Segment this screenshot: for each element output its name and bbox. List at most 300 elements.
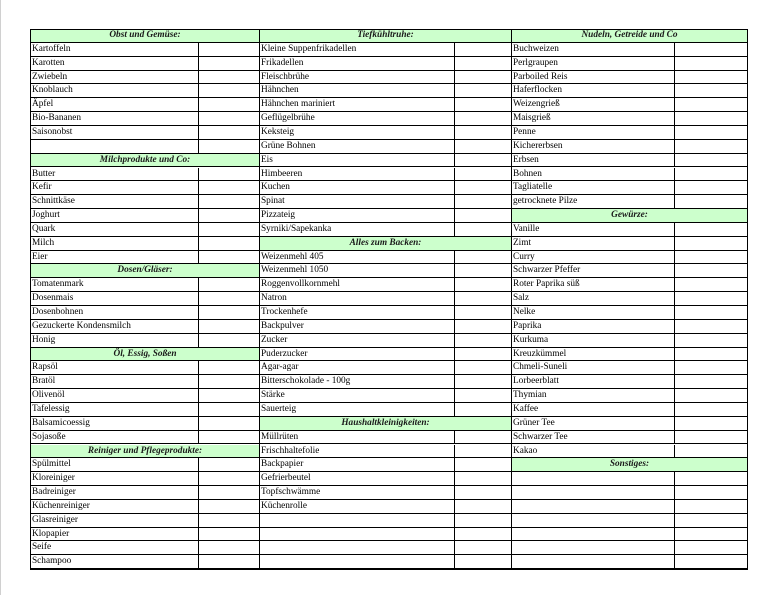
item-name: Salz xyxy=(513,293,530,304)
quantity-cell[interactable] xyxy=(674,375,748,388)
quantity-cell[interactable] xyxy=(674,389,748,402)
quantity-cell[interactable] xyxy=(674,348,748,361)
quantity-cell[interactable] xyxy=(674,541,748,554)
quantity-cell[interactable] xyxy=(454,181,512,194)
quantity-cell[interactable] xyxy=(674,43,748,56)
list-item xyxy=(259,168,512,182)
item-name: Kakao xyxy=(513,445,538,456)
list-item xyxy=(30,71,260,85)
quantity-cell[interactable] xyxy=(674,361,748,374)
item-name: Kefir xyxy=(32,182,52,193)
quantity-cell[interactable] xyxy=(454,154,512,167)
item-name: Fleischbrühe xyxy=(261,71,310,82)
list-item xyxy=(259,375,512,389)
item-name: Kurkuma xyxy=(513,334,549,345)
list-item xyxy=(30,361,260,375)
quantity-cell[interactable] xyxy=(198,528,260,541)
quantity-cell[interactable] xyxy=(674,486,748,499)
quantity-cell[interactable] xyxy=(454,84,512,97)
quantity-cell[interactable] xyxy=(674,514,748,527)
item-name: Karotten xyxy=(32,57,65,68)
list-item xyxy=(511,237,748,251)
item-name: Dosenbohnen xyxy=(32,307,84,317)
list-item xyxy=(30,98,260,112)
list-item xyxy=(511,264,748,278)
item-name: Hähnchen mariniert xyxy=(261,99,336,110)
item-name: Chmeli-Suneli xyxy=(513,362,568,373)
quantity-cell[interactable] xyxy=(454,278,512,291)
quantity-cell[interactable] xyxy=(454,403,512,416)
list-item xyxy=(259,140,512,154)
item-name: Trockenhefe xyxy=(261,307,308,317)
list-item xyxy=(30,181,260,195)
list-item xyxy=(259,306,512,320)
section-header: Gewürze: xyxy=(511,209,748,223)
quantity-cell[interactable] xyxy=(454,514,512,527)
quantity-cell[interactable] xyxy=(198,195,260,208)
quantity-cell[interactable] xyxy=(198,306,260,319)
list-item xyxy=(30,43,260,57)
quantity-cell[interactable] xyxy=(198,251,260,264)
item-name: Milch xyxy=(32,237,55,248)
list-item xyxy=(259,541,512,555)
list-item xyxy=(259,403,512,417)
list-item xyxy=(259,71,512,85)
quantity-cell[interactable] xyxy=(454,431,512,444)
list-item xyxy=(30,375,260,389)
item-name: Curry xyxy=(513,251,535,262)
quantity-cell[interactable] xyxy=(198,126,260,139)
list-item xyxy=(30,500,260,514)
section-header: Öl, Essig, Soßen xyxy=(30,348,260,362)
list-item xyxy=(259,98,512,112)
list-item xyxy=(30,195,260,209)
item-name: Backpapier xyxy=(261,459,304,470)
item-name: Agar-agar xyxy=(261,362,299,373)
list-item xyxy=(259,209,512,223)
quantity-cell[interactable] xyxy=(454,555,512,568)
quantity-cell[interactable] xyxy=(674,306,748,319)
list-item xyxy=(259,126,512,140)
item-name: Gefrierbeutel xyxy=(261,473,311,484)
list-item xyxy=(30,126,260,140)
item-name: Olivenöl xyxy=(32,390,65,401)
quantity-cell[interactable] xyxy=(198,57,260,70)
section-header: Reiniger und Pflegeprodukte: xyxy=(30,445,260,459)
item-name: getrocknete Pilze xyxy=(513,196,578,207)
item-name: Dosenmais xyxy=(32,293,74,304)
quantity-cell[interactable] xyxy=(674,320,748,333)
quantity-cell[interactable] xyxy=(674,472,748,485)
list-item xyxy=(511,71,748,85)
item-name: Kreuzkümmel xyxy=(513,348,567,359)
list-item xyxy=(30,223,260,237)
quantity-cell[interactable] xyxy=(198,403,260,416)
item-name: Penne xyxy=(513,126,536,137)
quantity-cell[interactable] xyxy=(198,555,260,568)
list-item xyxy=(30,458,260,472)
quantity-cell[interactable] xyxy=(674,264,748,277)
list-item xyxy=(511,486,748,500)
list-item xyxy=(511,223,748,237)
quantity-cell[interactable] xyxy=(454,43,512,56)
quantity-cell[interactable] xyxy=(198,375,260,388)
list-item xyxy=(259,278,512,292)
list-item xyxy=(511,500,748,514)
list-item xyxy=(259,472,512,486)
item-name: Tagliatelle xyxy=(513,182,553,193)
item-name: Grüne Bohnen xyxy=(261,140,316,151)
item-name: Schwarzer Pfeffer xyxy=(513,265,581,276)
quantity-cell[interactable] xyxy=(454,71,512,84)
quantity-cell[interactable] xyxy=(454,112,512,125)
item-name: Weizenmehl 405 xyxy=(261,251,324,262)
quantity-cell[interactable] xyxy=(454,528,512,541)
list-item xyxy=(511,140,748,154)
quantity-cell[interactable] xyxy=(198,361,260,374)
list-item xyxy=(259,514,512,528)
list-item xyxy=(30,472,260,486)
item-name: Badreiniger xyxy=(32,487,76,498)
list-item xyxy=(259,348,512,362)
item-name: Kichererbsen xyxy=(513,140,563,151)
item-name: Honig xyxy=(32,334,56,345)
list-item xyxy=(511,389,748,403)
list-item xyxy=(511,98,748,112)
list-item xyxy=(259,445,512,459)
item-name: Spinat xyxy=(261,196,285,207)
item-name: Kartoffeln xyxy=(32,43,71,54)
list-item xyxy=(30,278,260,292)
list-item xyxy=(511,528,748,542)
quantity-cell[interactable] xyxy=(454,223,512,236)
list-item xyxy=(30,306,260,320)
item-name: Sauerteig xyxy=(261,403,297,414)
quantity-cell[interactable] xyxy=(674,84,748,97)
section-header: Dosen/Gläser: xyxy=(30,264,260,278)
item-name: Vanille xyxy=(513,223,540,234)
quantity-cell[interactable] xyxy=(198,472,260,485)
item-name: Gezuckerte Kondensmilch xyxy=(32,320,131,331)
item-name: Eis xyxy=(261,154,273,165)
quantity-cell[interactable] xyxy=(454,389,512,402)
list-item xyxy=(511,514,748,528)
quantity-cell[interactable] xyxy=(674,445,748,458)
item-name: Stärke xyxy=(261,390,285,401)
quantity-cell[interactable] xyxy=(674,251,748,264)
list-item xyxy=(259,112,512,126)
list-item xyxy=(511,472,748,486)
quantity-cell[interactable] xyxy=(674,237,748,250)
section-header: Obst und Gemüse: xyxy=(30,29,260,43)
item-name: Müllrüten xyxy=(261,431,299,442)
quantity-cell[interactable] xyxy=(674,500,748,513)
item-name: Geflügelbrühe xyxy=(261,113,315,124)
quantity-cell[interactable] xyxy=(674,140,748,153)
quantity-cell[interactable] xyxy=(454,500,512,513)
list-item xyxy=(30,84,260,98)
quantity-cell[interactable] xyxy=(674,168,748,181)
item-name: Thymian xyxy=(513,390,547,401)
item-name: Kaffee xyxy=(513,403,539,414)
list-item xyxy=(30,486,260,500)
quantity-cell[interactable] xyxy=(674,154,748,167)
quantity-cell[interactable] xyxy=(674,112,748,125)
quantity-cell[interactable] xyxy=(674,403,748,416)
list-item xyxy=(511,43,748,57)
list-item xyxy=(259,181,512,195)
list-item xyxy=(511,555,748,569)
quantity-cell[interactable] xyxy=(454,251,512,264)
quantity-cell[interactable] xyxy=(454,126,512,139)
item-name: Zimt xyxy=(513,237,532,248)
quantity-cell[interactable] xyxy=(454,472,512,485)
list-item xyxy=(259,486,512,500)
quantity-cell[interactable] xyxy=(674,181,748,194)
quantity-cell[interactable] xyxy=(454,140,512,153)
quantity-cell[interactable] xyxy=(198,541,260,554)
item-name: Tomatenmark xyxy=(32,279,84,290)
quantity-cell[interactable] xyxy=(198,237,260,250)
quantity-cell[interactable] xyxy=(198,209,260,222)
quantity-cell[interactable] xyxy=(674,292,748,305)
quantity-cell[interactable] xyxy=(198,168,260,181)
quantity-cell[interactable] xyxy=(454,486,512,499)
list-item xyxy=(30,431,260,445)
list-item xyxy=(511,292,748,306)
item-name: Pizzateig xyxy=(261,210,296,221)
list-item xyxy=(259,154,512,168)
quantity-cell[interactable] xyxy=(198,320,260,333)
quantity-cell[interactable] xyxy=(454,348,512,361)
item-name: Haferflocken xyxy=(513,85,563,96)
quantity-cell[interactable] xyxy=(454,209,512,222)
section-header: Nudeln, Getreide und Co xyxy=(511,29,748,43)
item-name: Klopapier xyxy=(32,528,70,539)
item-name: Paprika xyxy=(513,320,542,331)
quantity-cell[interactable] xyxy=(198,84,260,97)
item-name: Kleine Suppenfrikadellen xyxy=(261,43,357,54)
item-name: Zwiebeln xyxy=(32,71,68,82)
item-name: Schampoo xyxy=(32,556,72,567)
list-item xyxy=(511,154,748,168)
item-name: Topfschwämme xyxy=(261,487,321,498)
item-name: Zucker xyxy=(261,334,288,345)
item-name: Natron xyxy=(261,293,287,304)
quantity-cell[interactable] xyxy=(454,195,512,208)
section-header: Milchprodukte und Co: xyxy=(30,154,260,168)
quantity-cell[interactable] xyxy=(198,71,260,84)
quantity-cell[interactable] xyxy=(198,334,260,347)
list-item xyxy=(511,84,748,98)
list-item xyxy=(259,500,512,514)
quantity-cell[interactable] xyxy=(674,278,748,291)
item-name: Balsamicoessig xyxy=(32,417,90,428)
list-item xyxy=(259,334,512,348)
item-name: Bratöl xyxy=(32,376,56,387)
item-name: Buchweizen xyxy=(513,43,559,54)
item-name: Butter xyxy=(32,168,56,179)
item-name: Maisgrieß xyxy=(513,113,551,124)
section-header: Tiefkühltruhe: xyxy=(259,29,512,43)
list-item xyxy=(259,84,512,98)
item-name: Schnittkäse xyxy=(32,196,75,207)
item-name: Bio-Bananen xyxy=(32,113,82,124)
item-name: Weizenmehl 1050 xyxy=(261,265,329,276)
quantity-cell[interactable] xyxy=(454,375,512,388)
list-item xyxy=(30,57,260,71)
quantity-cell[interactable] xyxy=(674,57,748,70)
item-name: Lorbeerblatt xyxy=(513,376,559,387)
list-item xyxy=(511,320,748,334)
quantity-cell[interactable] xyxy=(198,500,260,513)
list-item xyxy=(30,403,260,417)
item-name: Himbeeren xyxy=(261,168,303,179)
item-name: Kuchen xyxy=(261,182,290,193)
item-name: Erbsen xyxy=(513,154,539,165)
item-name: Frikadellen xyxy=(261,57,304,68)
list-item xyxy=(30,140,260,154)
item-name: Grüner Tee xyxy=(513,417,555,428)
quantity-cell[interactable] xyxy=(454,98,512,111)
item-name: Weizengrieß xyxy=(513,99,560,110)
list-item xyxy=(30,320,260,334)
item-name: Tafelessig xyxy=(32,403,70,414)
list-item xyxy=(511,278,748,292)
item-name: Backpulver xyxy=(261,320,304,331)
list-item xyxy=(511,112,748,126)
quantity-cell[interactable] xyxy=(198,223,260,236)
list-item xyxy=(30,292,260,306)
list-item xyxy=(259,361,512,375)
list-item xyxy=(30,237,260,251)
item-name: Frischhaltefolie xyxy=(261,445,320,456)
item-name: Perlgraupen xyxy=(513,57,558,68)
quantity-cell[interactable] xyxy=(454,168,512,181)
list-item xyxy=(30,514,260,528)
list-item xyxy=(259,555,512,569)
item-name: Joghurt xyxy=(32,210,60,221)
quantity-cell[interactable] xyxy=(454,361,512,374)
quantity-cell[interactable] xyxy=(674,195,748,208)
quantity-cell[interactable] xyxy=(198,98,260,111)
section-header: Haushaltkleinigkeiten: xyxy=(259,417,512,431)
list-item xyxy=(30,112,260,126)
item-name: Sojasoße xyxy=(32,431,66,442)
item-name: Saisonobst xyxy=(32,126,73,137)
quantity-cell[interactable] xyxy=(198,486,260,499)
list-item xyxy=(259,223,512,237)
list-item xyxy=(30,541,260,555)
item-name: Bitterschokolade - 100g xyxy=(261,376,351,387)
quantity-cell[interactable] xyxy=(198,140,260,153)
list-item xyxy=(30,251,260,265)
item-name: Bohnen xyxy=(513,168,542,179)
quantity-cell[interactable] xyxy=(454,458,512,471)
section-header: Alles zum Backen: xyxy=(259,237,512,251)
quantity-cell[interactable] xyxy=(454,541,512,554)
quantity-cell[interactable] xyxy=(674,71,748,84)
quantity-cell[interactable] xyxy=(198,112,260,125)
item-name: Glasreiniger xyxy=(32,514,78,525)
list-item xyxy=(259,251,512,265)
list-item xyxy=(259,292,512,306)
list-item xyxy=(511,251,748,265)
list-item xyxy=(511,168,748,182)
page-edge xyxy=(0,0,1,595)
list-item xyxy=(511,126,748,140)
list-item xyxy=(259,264,512,278)
quantity-cell[interactable] xyxy=(454,264,512,277)
quantity-cell[interactable] xyxy=(198,389,260,402)
list-item xyxy=(30,555,260,569)
quantity-cell[interactable] xyxy=(674,98,748,111)
quantity-cell[interactable] xyxy=(198,292,260,305)
quantity-cell[interactable] xyxy=(674,334,748,347)
quantity-cell[interactable] xyxy=(454,320,512,333)
item-name: Roggenvollkornmehl xyxy=(261,279,341,290)
list-item xyxy=(259,43,512,57)
list-item xyxy=(511,334,748,348)
list-item xyxy=(511,541,748,555)
quantity-cell[interactable] xyxy=(674,417,748,430)
list-item xyxy=(259,458,512,472)
list-item xyxy=(259,389,512,403)
quantity-cell[interactable] xyxy=(454,334,512,347)
list-item xyxy=(511,431,748,445)
list-item xyxy=(259,431,512,445)
quantity-cell[interactable] xyxy=(674,528,748,541)
quantity-cell[interactable] xyxy=(198,417,260,430)
quantity-cell[interactable] xyxy=(198,431,260,444)
quantity-cell[interactable] xyxy=(198,181,260,194)
quantity-cell[interactable] xyxy=(454,292,512,305)
item-name: Hähnchen xyxy=(261,85,299,96)
quantity-cell[interactable] xyxy=(198,43,260,56)
quantity-cell[interactable] xyxy=(198,514,260,527)
item-name: Spülmittel xyxy=(32,459,71,470)
list-item xyxy=(259,320,512,334)
list-item xyxy=(259,57,512,71)
list-item xyxy=(511,348,748,362)
quantity-cell[interactable] xyxy=(454,57,512,70)
quantity-cell[interactable] xyxy=(674,555,748,568)
list-item xyxy=(30,168,260,182)
list-item xyxy=(30,334,260,348)
list-item xyxy=(511,181,748,195)
list-item xyxy=(30,528,260,542)
item-name: Parboiled Reis xyxy=(513,71,568,82)
list-item xyxy=(30,389,260,403)
list-item xyxy=(511,417,748,431)
quantity-cell[interactable] xyxy=(674,126,748,139)
quantity-cell[interactable] xyxy=(198,278,260,291)
quantity-cell[interactable] xyxy=(674,223,748,236)
quantity-cell[interactable] xyxy=(454,445,512,458)
list-item xyxy=(511,445,748,459)
item-name: Rapsöl xyxy=(32,362,58,373)
item-name: Puderzucker xyxy=(261,348,308,359)
quantity-cell[interactable] xyxy=(198,458,260,471)
list-item xyxy=(30,209,260,223)
item-name: Keksteig xyxy=(261,126,295,137)
list-item xyxy=(511,57,748,71)
list-item xyxy=(511,195,748,209)
list-item xyxy=(259,528,512,542)
quantity-cell[interactable] xyxy=(674,431,748,444)
quantity-cell[interactable] xyxy=(454,306,512,319)
item-name: Küchenrolle xyxy=(261,500,307,511)
